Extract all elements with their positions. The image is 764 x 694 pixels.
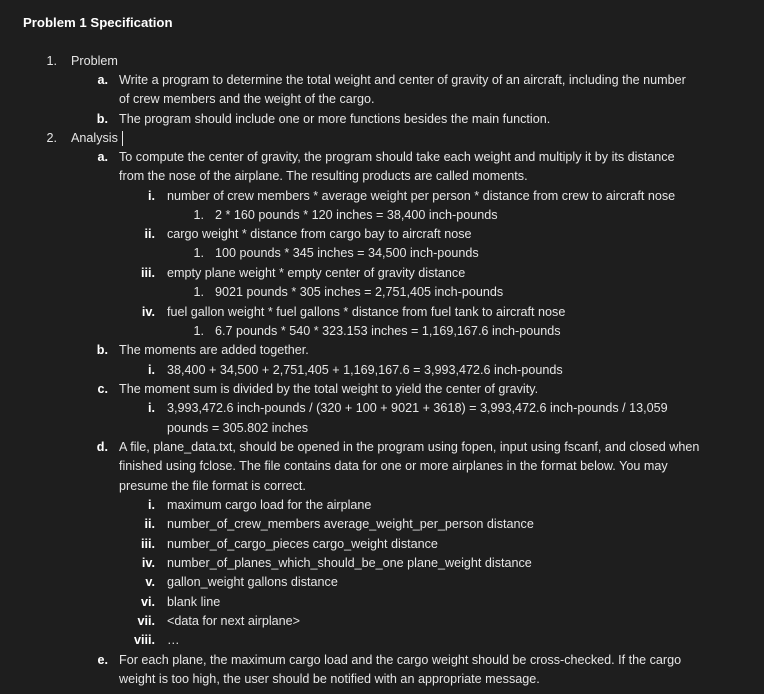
- list-item-text: pounds = 305.802 inches: [167, 421, 309, 435]
- list-item-text: The moment sum is divided by the total weight to yield the center of gravity.: [119, 382, 539, 396]
- list-marker: a.: [97, 150, 108, 164]
- list-item-text: number_of_cargo_pieces cargo_weight distance: [167, 537, 438, 551]
- list-item-text: cargo weight * distance from cargo bay to aircraft nose: [167, 227, 472, 241]
- list-marker: viii.: [134, 633, 155, 647]
- list-item-text: The moments are added together.: [119, 343, 309, 357]
- document-heading: Problem 1 Specification: [23, 15, 173, 30]
- list-marker: i.: [148, 498, 155, 512]
- list-item-text: of crew members and the weight of the cargo.: [119, 92, 375, 106]
- list-item-text: number_of_crew_members average_weight_per_person distance: [167, 517, 534, 531]
- list-item-text: Problem: [71, 54, 118, 68]
- list-marker: iv.: [141, 556, 155, 570]
- list-marker: iv.: [141, 305, 155, 319]
- list-item-text: Analysis: [71, 131, 118, 145]
- list-item-text: 6.7 pounds * 540 * 323.153 inches = 1,169,167.6 inch-pounds: [215, 324, 561, 338]
- list-marker: c.: [97, 382, 108, 396]
- list-marker: 1.: [193, 246, 204, 260]
- list-item-text: Write a program to determine the total weight and center of gravity of an aircraft, including the number: [119, 73, 686, 87]
- list-marker: d.: [96, 440, 108, 454]
- list-item-text: number of crew members * average weight per person * distance from crew to aircraft nose: [167, 189, 676, 203]
- list-item-text: To compute the center of gravity, the program should take each weight and multiply it by its distance: [119, 150, 675, 164]
- list-marker: 1.: [193, 285, 204, 299]
- list-marker: i.: [148, 401, 155, 415]
- list-marker: ii.: [144, 227, 155, 241]
- list-item-text: from the nose of the airplane. The resulting products are called moments.: [119, 169, 528, 183]
- list-item-text: weight is too high, the user should be notified with an appropriate message.: [119, 672, 540, 686]
- list-item-text: empty plane weight * empty center of gravity distance: [167, 266, 466, 280]
- list-marker: i.: [148, 189, 155, 203]
- list-marker: vii.: [137, 614, 155, 628]
- list-item-text: A file, plane_data.txt, should be opened in the program using fopen, input using fscanf, and closed when: [119, 440, 700, 454]
- list-item-text: 38,400 + 34,500 + 2,751,405 + 1,169,167.6 = 3,993,472.6 inch-pounds: [167, 363, 563, 377]
- list-item-text: …: [167, 633, 180, 647]
- list-marker: b.: [96, 343, 108, 357]
- list-item-text: 3,993,472.6 inch-pounds / (320 + 100 + 9021 + 3618) = 3,993,472.6 inch-pounds / 13,059: [167, 401, 668, 415]
- list-item-text: 100 pounds * 345 inches = 34,500 inch-pounds: [215, 246, 479, 260]
- list-marker: iii.: [141, 537, 155, 551]
- list-marker: 1.: [46, 54, 57, 68]
- list-item-text: maximum cargo load for the airplane: [167, 498, 372, 512]
- list-item-text: 2 * 160 pounds * 120 inches = 38,400 inch-pounds: [215, 208, 498, 222]
- list-item-text: blank line: [167, 595, 221, 609]
- list-marker: vi.: [140, 595, 155, 609]
- list-marker: 1.: [193, 324, 204, 338]
- list-marker: b.: [96, 112, 108, 126]
- list-marker: 2.: [46, 131, 57, 145]
- list-marker: a.: [97, 73, 108, 87]
- list-item-text: finished using fclose. The file contains data for one or more airplanes in the format below. You may: [119, 459, 668, 473]
- list-marker: i.: [148, 363, 155, 377]
- text-cursor: [122, 131, 123, 146]
- list-item-text: fuel gallon weight * fuel gallons * distance from fuel tank to aircraft nose: [167, 305, 566, 319]
- list-marker: e.: [97, 653, 108, 667]
- list-item-text: For each plane, the maximum cargo load and the cargo weight should be cross-checked. If the cargo: [119, 653, 682, 667]
- list-item-text: number_of_planes_which_should_be_one plane_weight distance: [167, 556, 532, 570]
- list-marker: 1.: [193, 208, 204, 222]
- list-marker: ii.: [144, 517, 155, 531]
- list-marker: iii.: [141, 266, 155, 280]
- list-item-text: gallon_weight gallons distance: [167, 575, 338, 589]
- list-item-text: <data for next airplane>: [167, 614, 301, 628]
- list-item-text: The program should include one or more functions besides the main function.: [119, 112, 551, 126]
- list-item-text: presume the file format is correct.: [119, 479, 306, 493]
- list-item-text: 9021 pounds * 305 inches = 2,751,405 inch-pounds: [215, 285, 504, 299]
- list-marker: v.: [145, 575, 155, 589]
